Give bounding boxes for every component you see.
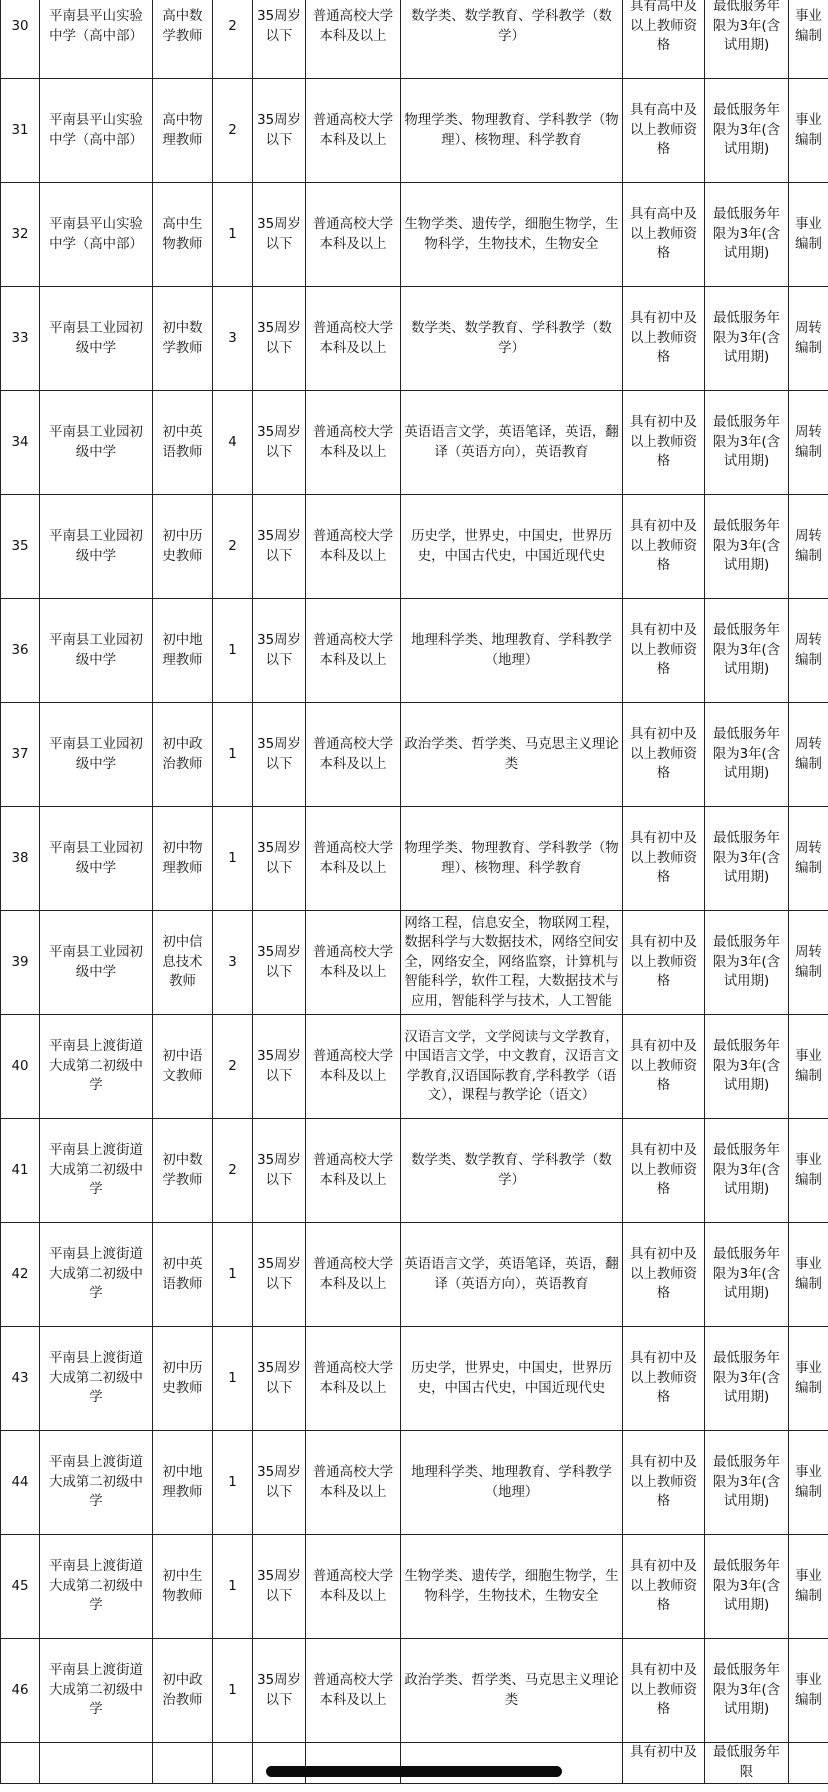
- staffing-type: 事业编制: [789, 1119, 828, 1223]
- post-name: 高中物理教师: [153, 79, 213, 183]
- hire-count: 2: [213, 1015, 253, 1119]
- major-requirement: 英语语言文学，英语笔译，英语，翻译（英语方向），英语教育: [401, 1223, 623, 1327]
- hire-count: 1: [213, 1327, 253, 1431]
- row-number: 35: [1, 495, 40, 599]
- age-requirement: 35周岁以下: [253, 599, 306, 703]
- age-requirement: 35周岁以下: [253, 183, 306, 287]
- table-row: [1, 1639, 828, 1743]
- major-requirement: 生物学类、遗传学，细胞生物学，生物科学，生物技术，生物安全: [401, 1535, 623, 1639]
- staffing-type: 事业编制: [789, 1639, 828, 1743]
- service-term: 最低服务年限为3年(含试用期): [705, 287, 789, 391]
- row-number: 46: [1, 1639, 40, 1743]
- post-name: 初中数学教师: [153, 287, 213, 391]
- service-term: 最低服务年限为3年(含试用期): [705, 1223, 789, 1327]
- age-requirement: 35周岁以下: [253, 1327, 306, 1431]
- staffing-type: 事业编制: [789, 183, 828, 287]
- row-number: 42: [1, 1223, 40, 1327]
- education-requirement: 普通高校大学本科及以上: [306, 391, 401, 495]
- post-name: 初中信息技术教师: [153, 911, 213, 1015]
- row-number: 40: [1, 1015, 40, 1119]
- service-term: 最低服务年限为3年(含试用期): [705, 807, 789, 911]
- service-term: 最低服务年限为3年(含试用期): [705, 0, 789, 79]
- major-requirement: 历史学，世界史，中国史，世界历史，中国古代史，中国近现代史: [401, 1327, 623, 1431]
- service-term: 最低服务年限为3年(含试用期): [705, 1535, 789, 1639]
- home-indicator[interactable]: [266, 1766, 562, 1777]
- hire-count: 4: [213, 391, 253, 495]
- empty-cell: [253, 1743, 306, 1784]
- qualification-requirement: 具有初中及以上教师资格: [623, 1015, 705, 1119]
- education-requirement: 普通高校大学本科及以上: [306, 1639, 401, 1743]
- major-requirement: 数学类、数学教育、学科教学（数学）: [401, 1119, 623, 1223]
- post-name: 初中英语教师: [153, 1223, 213, 1327]
- post-name: 高中数学教师: [153, 0, 213, 79]
- post-name: 初中地理教师: [153, 1431, 213, 1535]
- table-row: [1, 79, 828, 183]
- post-name: 高中生物教师: [153, 183, 213, 287]
- qualification-requirement: 具有初中及以上教师资格: [623, 911, 705, 1015]
- row-number: 36: [1, 599, 40, 703]
- table-row: [1, 703, 828, 807]
- school-name: 平南县工业园初级中学: [40, 287, 153, 391]
- table-row: [1, 599, 828, 703]
- staffing-type: 事业编制: [789, 0, 828, 79]
- age-requirement: 35周岁以下: [253, 703, 306, 807]
- age-requirement: 35周岁以下: [253, 1535, 306, 1639]
- education-requirement: 普通高校大学本科及以上: [306, 287, 401, 391]
- school-name: 平南县平山实验中学（高中部）: [40, 0, 153, 79]
- service-term: 最低服务年限为3年(含试用期): [705, 1119, 789, 1223]
- empty-cell: [306, 1743, 401, 1784]
- qualification-requirement: 具有初中及以上教师资格: [623, 1327, 705, 1431]
- school-name: 平南县平山实验中学（高中部）: [40, 79, 153, 183]
- education-requirement: 普通高校大学本科及以上: [306, 0, 401, 79]
- post-name: 初中语文教师: [153, 1015, 213, 1119]
- hire-count: 2: [213, 79, 253, 183]
- table-body: [1, 0, 828, 1784]
- post-name: 初中数学教师: [153, 1119, 213, 1223]
- major-requirement: 物理学类、物理教育、学科教学（物理）、核物理、科学教育: [401, 807, 623, 911]
- staffing-type: 周转编制: [789, 391, 828, 495]
- row-number: 33: [1, 287, 40, 391]
- row-number: 30: [1, 0, 40, 79]
- table-row: [1, 807, 828, 911]
- table-row: [1, 391, 828, 495]
- service-term: 最低服务年限为3年(含试用期): [705, 495, 789, 599]
- hire-count: 1: [213, 1223, 253, 1327]
- major-requirement: 汉语言文学，文学阅读与文学教育，中国语言文学，中文教育，汉语言文学教育,汉语国际教育,学科教学（语文），课程与教学论（语文）: [401, 1015, 623, 1119]
- service-term: 最低服务年限为3年(含试用期): [705, 703, 789, 807]
- service-term: 最低服务年限为3年(含试用期): [705, 1327, 789, 1431]
- education-requirement: 普通高校大学本科及以上: [306, 79, 401, 183]
- education-requirement: 普通高校大学本科及以上: [306, 1327, 401, 1431]
- staffing-type: 周转编制: [789, 287, 828, 391]
- education-requirement: 普通高校大学本科及以上: [306, 1223, 401, 1327]
- staffing-type: 事业编制: [789, 79, 828, 183]
- qualification-requirement: 具有初中及以上教师资格: [623, 495, 705, 599]
- school-name: 平南县工业园初级中学: [40, 599, 153, 703]
- empty-cell: [789, 1743, 828, 1784]
- table-row: [1, 0, 828, 79]
- major-requirement: 地理科学类、地理教育、学科教学（地理）: [401, 1431, 623, 1535]
- service-term: 最低服务年限为3年(含试用期): [705, 599, 789, 703]
- qualification-requirement: 具有初中及以上教师资格: [623, 1119, 705, 1223]
- school-name: 平南县工业园初级中学: [40, 391, 153, 495]
- education-requirement: 普通高校大学本科及以上: [306, 703, 401, 807]
- school-name: 平南县平山实验中学（高中部）: [40, 183, 153, 287]
- age-requirement: 35周岁以下: [253, 1015, 306, 1119]
- staffing-type: 周转编制: [789, 807, 828, 911]
- qualification-requirement: 具有初中及以上教师资格: [623, 1639, 705, 1743]
- school-name: 平南县上渡街道大成第二初级中学: [40, 1119, 153, 1223]
- row-number: 32: [1, 183, 40, 287]
- table-row: [1, 1223, 828, 1327]
- table-row: [1, 1535, 828, 1639]
- age-requirement: 35周岁以下: [253, 495, 306, 599]
- qualification-requirement: 具有初中及以上教师资格: [623, 703, 705, 807]
- service-term: 最低服务年限为3年(含试用期): [705, 911, 789, 1015]
- post-name: 初中历史教师: [153, 495, 213, 599]
- school-name: 平南县上渡街道大成第二初级中学: [40, 1639, 153, 1743]
- post-name: 初中政治教师: [153, 1639, 213, 1743]
- major-requirement: 生物学类、遗传学，细胞生物学，生物科学，生物技术，生物安全: [401, 183, 623, 287]
- qualification-requirement: 具有初中及以上教师资格: [623, 1431, 705, 1535]
- hire-count: 3: [213, 911, 253, 1015]
- hire-count: 1: [213, 1535, 253, 1639]
- row-number: 44: [1, 1431, 40, 1535]
- major-requirement: 地理科学类、地理教育、学科教学（地理）: [401, 599, 623, 703]
- service-term: 最低服务年限为3年(含试用期): [705, 183, 789, 287]
- school-name: 平南县上渡街道大成第二初级中学: [40, 1327, 153, 1431]
- staffing-type: 事业编制: [789, 1223, 828, 1327]
- qualification-requirement: 具有初中及以上教师资格: [623, 1535, 705, 1639]
- row-number: 37: [1, 703, 40, 807]
- row-number: 41: [1, 1119, 40, 1223]
- empty-cell: [401, 1743, 623, 1784]
- education-requirement: 普通高校大学本科及以上: [306, 183, 401, 287]
- school-name: 平南县工业园初级中学: [40, 703, 153, 807]
- table-row: [1, 183, 828, 287]
- education-requirement: 普通高校大学本科及以上: [306, 599, 401, 703]
- school-name: 平南县上渡街道大成第二初级中学: [40, 1015, 153, 1119]
- qualification-requirement: 具有高中及以上教师资格: [623, 183, 705, 287]
- staffing-type: 周转编制: [789, 703, 828, 807]
- school-name: 平南县上渡街道大成第二初级中学: [40, 1223, 153, 1327]
- service-term: 最低服务年限为3年(含试用期): [705, 391, 789, 495]
- staffing-type: 周转编制: [789, 911, 828, 1015]
- staffing-type: 事业编制: [789, 1015, 828, 1119]
- education-requirement: 普通高校大学本科及以上: [306, 1535, 401, 1639]
- post-name: 初中政治教师: [153, 703, 213, 807]
- age-requirement: 35周岁以下: [253, 911, 306, 1015]
- table-row: [1, 287, 828, 391]
- table-row: [1, 911, 828, 1015]
- staffing-type: 周转编制: [789, 495, 828, 599]
- post-name: 初中英语教师: [153, 391, 213, 495]
- education-requirement: 普通高校大学本科及以上: [306, 1119, 401, 1223]
- post-name: 初中历史教师: [153, 1327, 213, 1431]
- school-name: 平南县上渡街道大成第二初级中学: [40, 1535, 153, 1639]
- hire-count: 1: [213, 807, 253, 911]
- qualification-requirement: 具有初中及以上教师资格: [623, 599, 705, 703]
- school-name: 平南县工业园初级中学: [40, 807, 153, 911]
- age-requirement: 35周岁以下: [253, 1639, 306, 1743]
- row-number: 39: [1, 911, 40, 1015]
- age-requirement: 35周岁以下: [253, 1431, 306, 1535]
- age-requirement: 35周岁以下: [253, 0, 306, 79]
- major-requirement: 数学类、数学教育、学科教学（数学）: [401, 287, 623, 391]
- major-requirement: 数学类、数学教育、学科教学（数学）: [401, 0, 623, 79]
- staffing-type: 周转编制: [789, 599, 828, 703]
- table-row: [1, 1119, 828, 1223]
- hire-count: 3: [213, 287, 253, 391]
- qualification-requirement: 具有初中及以上教师资格: [623, 1223, 705, 1327]
- service-term: 最低服务年限: [705, 1743, 789, 1784]
- row-number: 31: [1, 79, 40, 183]
- empty-cell: [213, 1743, 253, 1784]
- staffing-type: 事业编制: [789, 1431, 828, 1535]
- age-requirement: 35周岁以下: [253, 79, 306, 183]
- qualification-requirement: 具有初中及以上教师资格: [623, 807, 705, 911]
- empty-cell: [153, 1743, 213, 1784]
- qualification-requirement: 具有初中及: [623, 1743, 705, 1784]
- age-requirement: 35周岁以下: [253, 1119, 306, 1223]
- school-name: 平南县工业园初级中学: [40, 911, 153, 1015]
- major-requirement: 政治学类、哲学类、马克思主义理论类: [401, 1639, 623, 1743]
- hire-count: 2: [213, 0, 253, 79]
- post-name: 初中物理教师: [153, 807, 213, 911]
- age-requirement: 35周岁以下: [253, 1223, 306, 1327]
- qualification-requirement: 具有高中及以上教师资格: [623, 0, 705, 79]
- row-number: 34: [1, 391, 40, 495]
- hire-count: 2: [213, 1119, 253, 1223]
- post-name: 初中地理教师: [153, 599, 213, 703]
- education-requirement: 普通高校大学本科及以上: [306, 1015, 401, 1119]
- hire-count: 2: [213, 495, 253, 599]
- empty-cell: [1, 1743, 40, 1784]
- major-requirement: 网络工程，信息安全，物联网工程，数据科学与大数据技术，网络空间安全，网络安全，网络监察，计算机与智能科学，软件工程，大数据技术与应用，智能科学与技术，人工智能: [401, 911, 623, 1015]
- education-requirement: 普通高校大学本科及以上: [306, 495, 401, 599]
- major-requirement: 历史学，世界史，中国史，世界历史，中国古代史，中国近现代史: [401, 495, 623, 599]
- school-name: 平南县上渡街道大成第二初级中学: [40, 1431, 153, 1535]
- service-term: 最低服务年限为3年(含试用期): [705, 1015, 789, 1119]
- service-term: 最低服务年限为3年(含试用期): [705, 79, 789, 183]
- education-requirement: 普通高校大学本科及以上: [306, 1431, 401, 1535]
- hire-count: 1: [213, 703, 253, 807]
- age-requirement: 35周岁以下: [253, 391, 306, 495]
- staffing-type: 事业编制: [789, 1535, 828, 1639]
- major-requirement: 物理学类、物理教育、学科教学（物理）、核物理、科学教育: [401, 79, 623, 183]
- qualification-requirement: 具有高中及以上教师资格: [623, 79, 705, 183]
- row-number: 38: [1, 807, 40, 911]
- row-number: 43: [1, 1327, 40, 1431]
- qualification-requirement: 具有初中及以上教师资格: [623, 391, 705, 495]
- major-requirement: 政治学类、哲学类、马克思主义理论类: [401, 703, 623, 807]
- hire-count: 1: [213, 1431, 253, 1535]
- row-number: 45: [1, 1535, 40, 1639]
- qualification-requirement: 具有初中及以上教师资格: [623, 287, 705, 391]
- table-row: [1, 1015, 828, 1119]
- education-requirement: 普通高校大学本科及以上: [306, 807, 401, 911]
- hire-count: 1: [213, 183, 253, 287]
- major-requirement: 英语语言文学，英语笔译，英语，翻译（英语方向），英语教育: [401, 391, 623, 495]
- school-name: 平南县工业园初级中学: [40, 495, 153, 599]
- age-requirement: 35周岁以下: [253, 807, 306, 911]
- service-term: 最低服务年限为3年(含试用期): [705, 1639, 789, 1743]
- table-row-partial: [1, 1743, 828, 1784]
- education-requirement: 普通高校大学本科及以上: [306, 911, 401, 1015]
- table-row: [1, 1327, 828, 1431]
- hire-count: 1: [213, 599, 253, 703]
- age-requirement: 35周岁以下: [253, 287, 306, 391]
- service-term: 最低服务年限为3年(含试用期): [705, 1431, 789, 1535]
- post-name: 初中生物教师: [153, 1535, 213, 1639]
- staffing-type: 事业编制: [789, 1327, 828, 1431]
- empty-cell: [40, 1743, 153, 1784]
- table-row: [1, 1431, 828, 1535]
- hire-count: 1: [213, 1639, 253, 1743]
- table-row: [1, 495, 828, 599]
